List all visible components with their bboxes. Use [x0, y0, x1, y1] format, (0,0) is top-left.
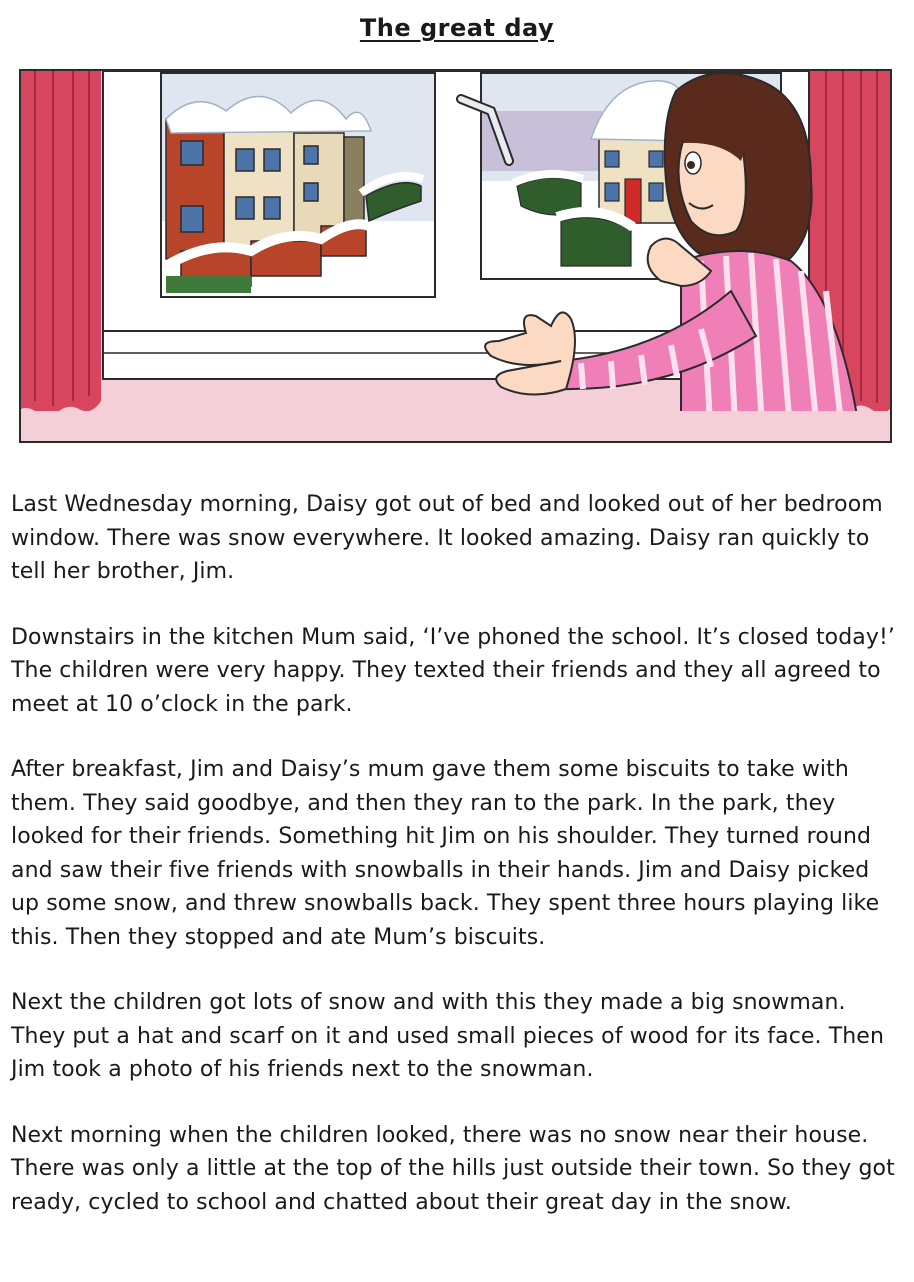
title-text: The great day: [359, 14, 555, 42]
paragraph-3: After breakfast, Jim and Daisy’s mum gave them some biscuits to take with them. They said goodbye, and then they ran to the park. In the park, they looked for their friends. Something hit Jim on his shoulder. They turned round and saw their five friends with snowballs in their hands. Jim and Daisy picked up some snow, and threw snowballs back. They spent three hours playing like this. Then they stopped and ate Mum’s biscuits.: [11, 757, 880, 950]
story-text: [11, 488, 904, 1251]
paragraph-4: Next the children got lots of snow and with this they made a big snowman. They put a hat and scarf on it and used small pieces of wood for its face. Then Jim took a photo of his friends next to the snowman.: [11, 990, 884, 1082]
snowy-window-picture: [21, 71, 890, 441]
story-illustration: [19, 69, 892, 443]
paragraph-2: Downstairs in the kitchen Mum said, ‘I’ve phoned the school. It’s closed today!’ The children were very happy. They texted their friends and they all agreed to meet at 10 o’clock in the park.: [11, 624, 896, 717]
paragraph-5: Next morning when the children looked, there was no snow near their house. There was only a little at the top of the hills just outside their town. So they got ready, cycled to school and chatted about their great day in the snow.: [11, 1122, 895, 1215]
page-title: [0, 14, 914, 42]
floor-band: [21, 411, 890, 441]
paragraph-1: Last Wednesday morning, Daisy got out of bed and looked out of her bedroom window. There was snow everywhere. It looked amazing. Daisy ran quickly to tell her brother, Jim.: [11, 492, 883, 584]
